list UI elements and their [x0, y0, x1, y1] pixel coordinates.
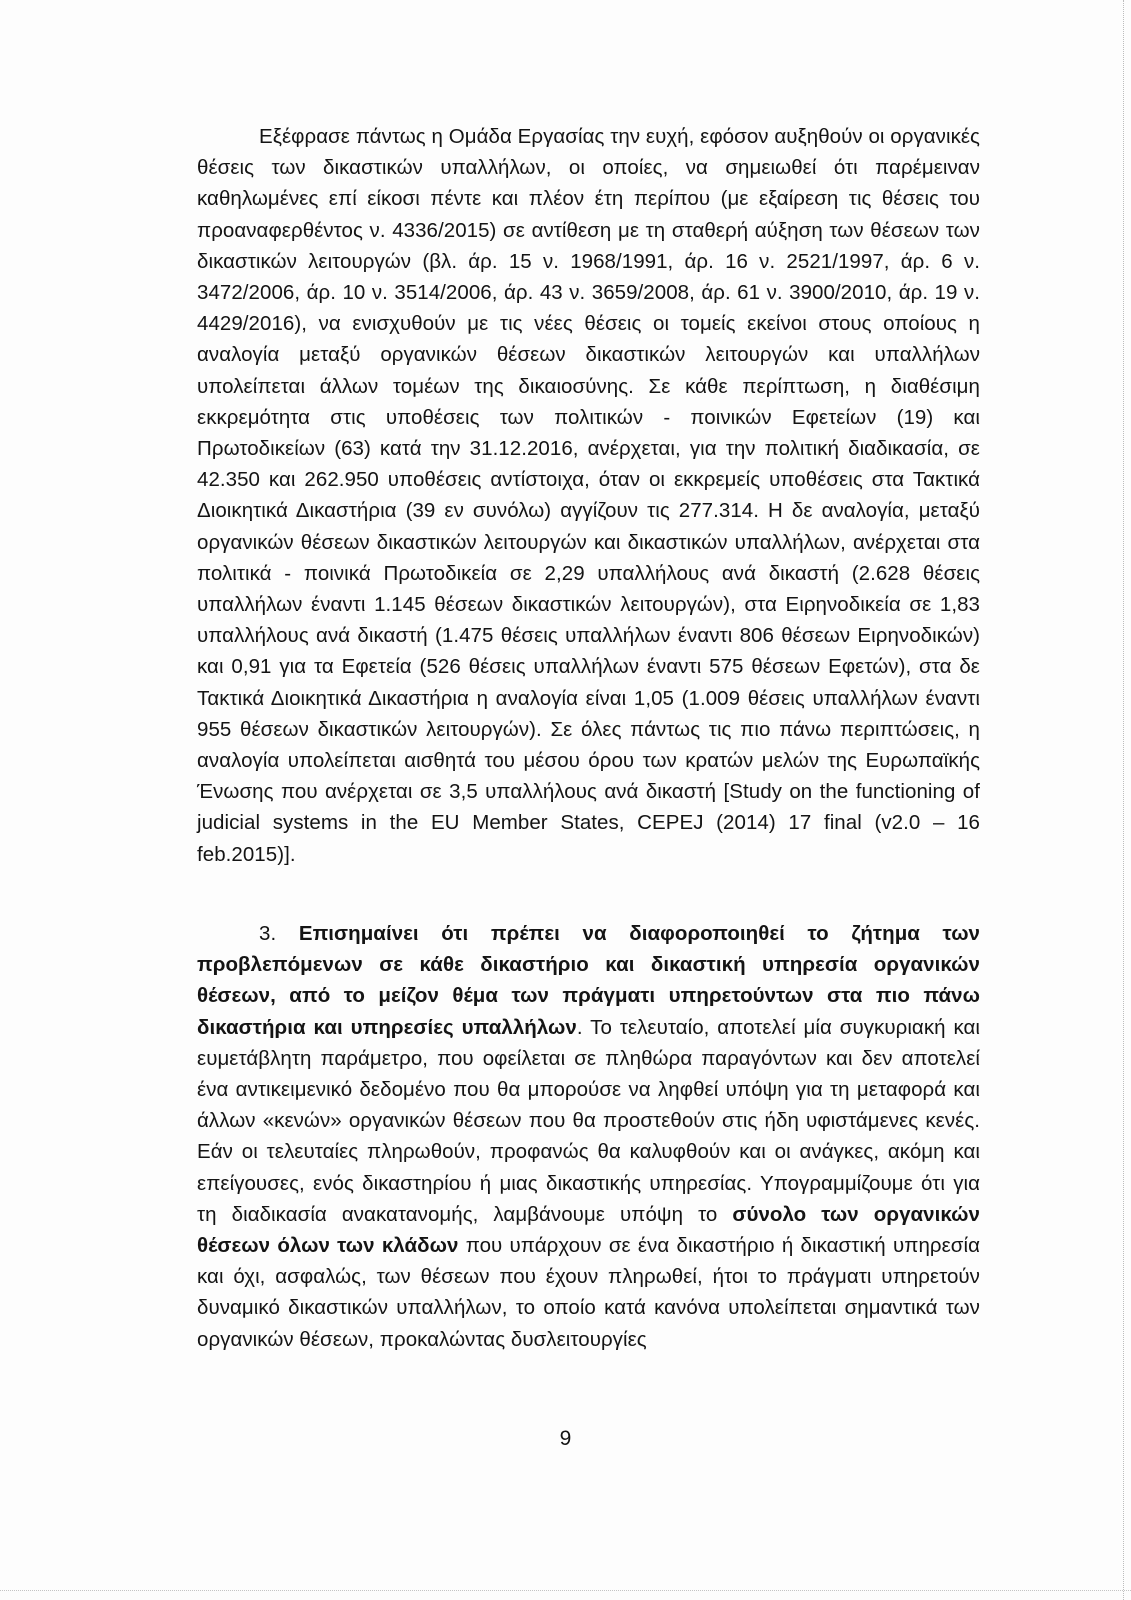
paragraph-bold-middle: σύνολο των οργανικών θέσεων όλων των κλάδων	[197, 1202, 980, 1258]
scan-edge-right	[1123, 0, 1125, 1600]
paragraph-point-3	[197, 918, 980, 1355]
paragraph-working-group: Εξέφρασε πάντως η Ομάδα Εργασίας την ευχή, εφόσον αυξηθούν οι οργανικές θέσεις των δικαστικών υπαλλήλων, οι οποίες, να σημειωθεί ότι παρέμειναν καθηλωμένες επί είκοσι πέντε και πλέον έτη περίπου (με εξαίρεση τις θέσεις του προαναφερθέντος ν. 4336/2015) σε αντίθεση με τη σταθερή αύξηση των θέσεων των δικαστικών λειτουργών (βλ. άρ. 15 ν. 1968/1991, άρ. 16 ν. 2521/1997, άρ. 6 ν. 3472/2006, άρ. 10 ν. 3514/2006, άρ. 43 ν. 3659/2008, άρ. 61 ν. 3900/2010, άρ. 19 ν. 4429/2016), να ενισχυθούν με τις νέες θέσεις οι τομείς εκείνοι στους οποίους η αναλογία μεταξύ οργανικών θέσεων δικαστικών λειτουργών και υπαλλήλων υπολείπεται άλλων τομέων της δικαιοσύνης. Σε κάθε περίπτωση, η διαθέσιμη εκκρεμότητα στις υποθέσεις των πολιτικών - ποινικών Εφετείων (19) και Πρωτοδικείων (63) κατά την 31.12.2016, ανέρχεται, για την πολιτική διαδικασία, σε 42.350 και 262.950 υποθέσεις αντίστοιχα, όταν οι εκκρεμείς υποθέσεις στα Τακτικά Διοικητικά Δικαστήρια (39 εν συνόλω) αγγίζουν τις 277.314. Η δε αναλογία, μεταξύ οργανικών θέσεων δικαστικών λειτουργών και δικαστικών υπαλλήλων, ανέρχεται στα πολιτικά - ποινικά Πρωτοδικεία σε 2,29 υπαλλήλους ανά δικαστή (2.628 θέσεις υπαλλήλων έναντι 1.145 θέσεων δικαστικών λειτουργών), στα Ειρηνοδικεία σε 1,83 υπαλλήλους ανά δικαστή (1.475 θέσεις υπαλλήλων έναντι 806 θέσεων Ειρηνοδικών) και 0,91 για τα Εφετεία (526 θέσεις υπαλλήλων έναντι 575 θέσεων Εφετών), στα δε Τακτικά Διοικητικά Δικαστήρια η αναλογία είναι 1,05 (1.009 θέσεις υπαλλήλων έναντι 955 θέσεων δικαστικών λειτουργών). Σε όλες πάντως τις πιο πάνω περιπτώσεις, η αναλογία υπολείπεται αισθητά του μέσου όρου των κρατών μελών της Ευρωπαϊκής Ένωσης που ανέρχεται σε 3,5 υπαλλήλους ανά δικαστή [Study on the functioning of judicial systems in the EU Member States, CEPEJ (2014) 17 final (v2.0 – 16 feb.2015)].	[197, 125, 980, 866]
paragraph-text-end: που υπάρχουν σε ένα δικαστήριο ή δικαστική υπηρεσία και όχι, ασφαλώς, των θέσεων που έχουν πληρωθεί, ήτοι το πράγματι υπηρετούν δυναμικό δικαστικών υπαλλήλων, το οποίο κατά κανόνα υπολείπεται σημαντικά των οργανικών θέσεων, προκαλώντας δυσλειτουργίες	[197, 1234, 981, 1351]
page-number: 9	[559, 1427, 572, 1450]
paragraph-bold-intro: Επισημαίνει ότι πρέπει να διαφοροποιηθεί το ζήτημα των προβλεπόμενων σε κάθε δικαστήριο και δικαστική υπηρεσία οργανικών θέσεων, από το μείζον θέμα των πράγματι υπηρετούντων στα πιο πάνω δικαστήρια και υπηρεσίες υπαλλήλων	[197, 922, 981, 1039]
paragraph-text-after-intro: . Το τελευταίο, αποτελεί μία συγκυριακή και ευμετάβλητη παράμετρο, που οφείλεται σε πληθώρα παραγόντων και δεν αποτελεί ένα αντικειμενικό δεδομένο που θα μπορούσε να ληφθεί υπόψη για τη μεταφορά και άλλων «κενών» οργανικών θέσεων που θα προστεθούν στις ήδη υφιστάμενες κενές. Εάν οι τελευταίες πληρωθούν, προφανώς θα καλυφθούν και οι ανάγκες, ακόμη και επείγουσες, ενός δικαστηρίου ή μιας δικαστικής υπηρεσίας. Υπογραμμίζουμε ότι για τη διαδικασία ανακατανομής, λαμβάνουμε υπόψη το	[197, 1015, 980, 1226]
paragraph-number: 3.	[259, 922, 277, 945]
scan-edge-bottom	[0, 1590, 1131, 1592]
